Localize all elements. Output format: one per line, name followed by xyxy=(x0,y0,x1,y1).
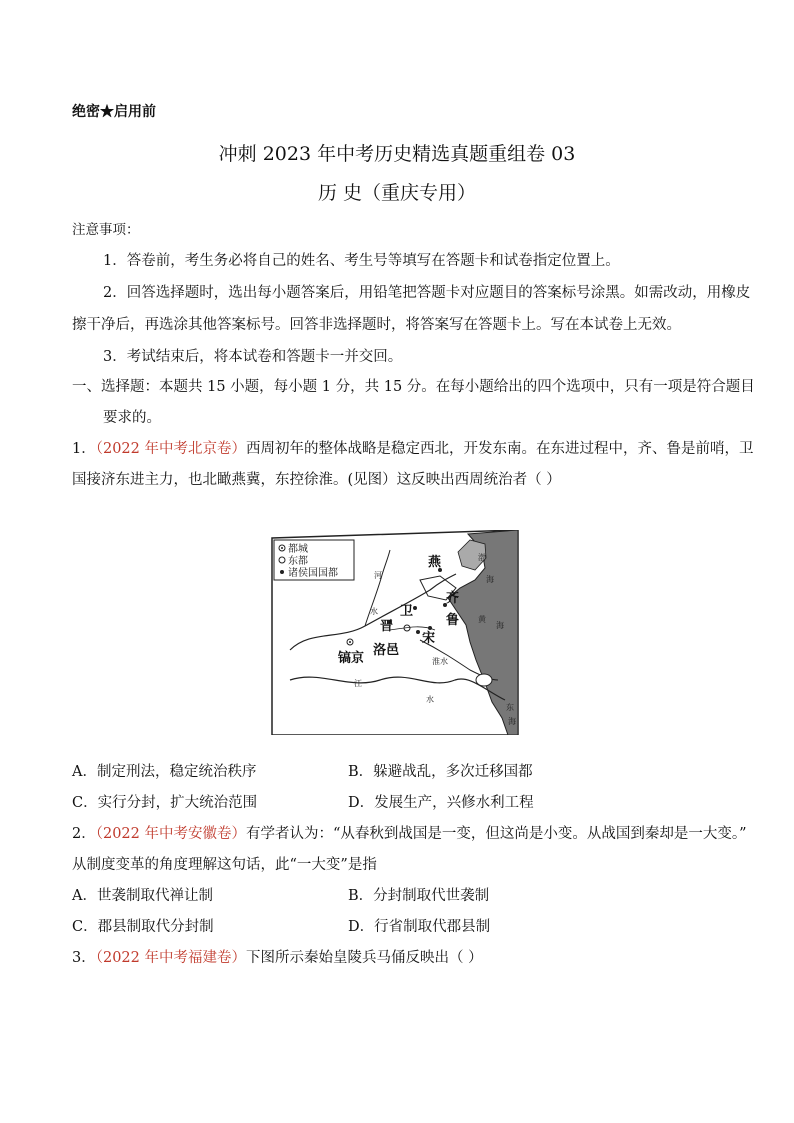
question-2-line2: 从制度变革的角度理解这句话，此“一大变”是指 xyxy=(72,857,377,873)
question-2-line1 xyxy=(72,822,747,843)
option-b[interactable]: B．分封制取代世袭制 xyxy=(348,888,490,904)
place-song: 宋 xyxy=(422,631,436,646)
label-hai3: 海 xyxy=(508,717,516,726)
option-b[interactable]: B．躲避战乱，多次迁移国都 xyxy=(348,764,533,780)
question-source: （2022 年中考北京卷） xyxy=(95,441,246,457)
question-1-line1 xyxy=(72,437,754,458)
label-huang: 黄 xyxy=(478,615,486,624)
question-3-line1 xyxy=(72,946,483,967)
place-lu: 鲁 xyxy=(446,613,460,628)
question-number: 1． xyxy=(72,441,96,457)
legend-vassal-capital: 诸侯国国都 xyxy=(288,568,338,579)
question-text: 有学者认为：“从春秋到战国是一变，但这尚是小变。从战国到秦却是一大变。” xyxy=(246,826,747,842)
label-hai: 海 xyxy=(486,575,494,584)
confidential-label: 绝密★启用前 xyxy=(72,104,156,120)
label-huaishui: 淮水 xyxy=(432,657,448,666)
place-yan: 燕 xyxy=(428,555,442,570)
option-a[interactable]: A．世袭制取代禅让制 xyxy=(72,888,213,904)
label-hai2: 海 xyxy=(496,621,504,630)
option-a[interactable]: A．制定刑法，稳定统治秩序 xyxy=(72,764,257,780)
note-item: 1．答卷前，考生务必将自己的姓名、考生号等填写在答题卡和试卷指定位置上。 xyxy=(103,253,620,269)
question-number: 3． xyxy=(72,950,96,966)
section-heading-cont: 要求的。 xyxy=(103,410,161,426)
exam-title: 冲刺 2023 年中考历史精选真题重组卷 03 xyxy=(218,143,576,165)
question-source: （2022 年中考安徽卷） xyxy=(95,826,246,842)
place-jin: 晋 xyxy=(380,619,394,634)
legend-east-capital: 东都 xyxy=(288,556,308,567)
option-d[interactable]: D．发展生产，兴修水利工程 xyxy=(348,795,534,811)
exam-subtitle: 历 史（重庆专用） xyxy=(317,182,477,204)
question-text: 西周初年的整体战略是稳定西北，开发东南。在东进过程中，齐、鲁是前哨，卫 xyxy=(246,441,754,457)
place-haojing: 镐京 xyxy=(338,651,365,666)
label-bo: 渤 xyxy=(478,553,486,562)
notes-heading: 注意事项： xyxy=(72,222,140,238)
section-heading: 一、选择题：本题共 15 小题，每小题 1 分，共 15 分。在每小题给出的四个选项中，只有一项是符合题目 xyxy=(72,379,755,395)
label-shui2: 水 xyxy=(426,695,434,704)
question-1-line2: 国接济东进主力，也北瞰燕冀，东控徐淮。(见图）这反映出西周统治者（ ） xyxy=(72,472,561,488)
place-wei: 卫 xyxy=(400,604,414,619)
label-shui: 水 xyxy=(370,607,378,616)
legend-capital: 都城 xyxy=(288,544,308,555)
note-item: 3．考试结束后，将本试卷和答题卡一并交回。 xyxy=(103,349,403,365)
label-jiang: 江 xyxy=(354,679,362,688)
question-text: 下图所示秦始皇陵兵马俑反映出（ ） xyxy=(246,950,483,966)
label-dong: 东 xyxy=(506,703,514,712)
place-luoyi: 洛邑 xyxy=(373,643,400,658)
question-source: （2022 年中考福建卷） xyxy=(95,950,246,966)
note-item: 2．回答选择题时，选出每小题答案后，用铅笔把答题卡对应题目的答案标号涂黑。如需改动，用橡皮 xyxy=(103,285,751,301)
note-item: 擦干净后，再选涂其他答案标号。回答非选择题时，将答案写在答题卡上。写在本试卷上无效。 xyxy=(72,317,681,333)
label-he: 河 xyxy=(374,571,382,580)
question-number: 2． xyxy=(72,826,96,842)
option-c[interactable]: C．郡县制取代分封制 xyxy=(72,919,214,935)
western-zhou-map xyxy=(270,530,520,735)
place-qi: 齐 xyxy=(446,591,460,606)
option-c[interactable]: C．实行分封，扩大统治范围 xyxy=(72,795,258,811)
option-d[interactable]: D．行省制取代郡县制 xyxy=(348,919,491,935)
